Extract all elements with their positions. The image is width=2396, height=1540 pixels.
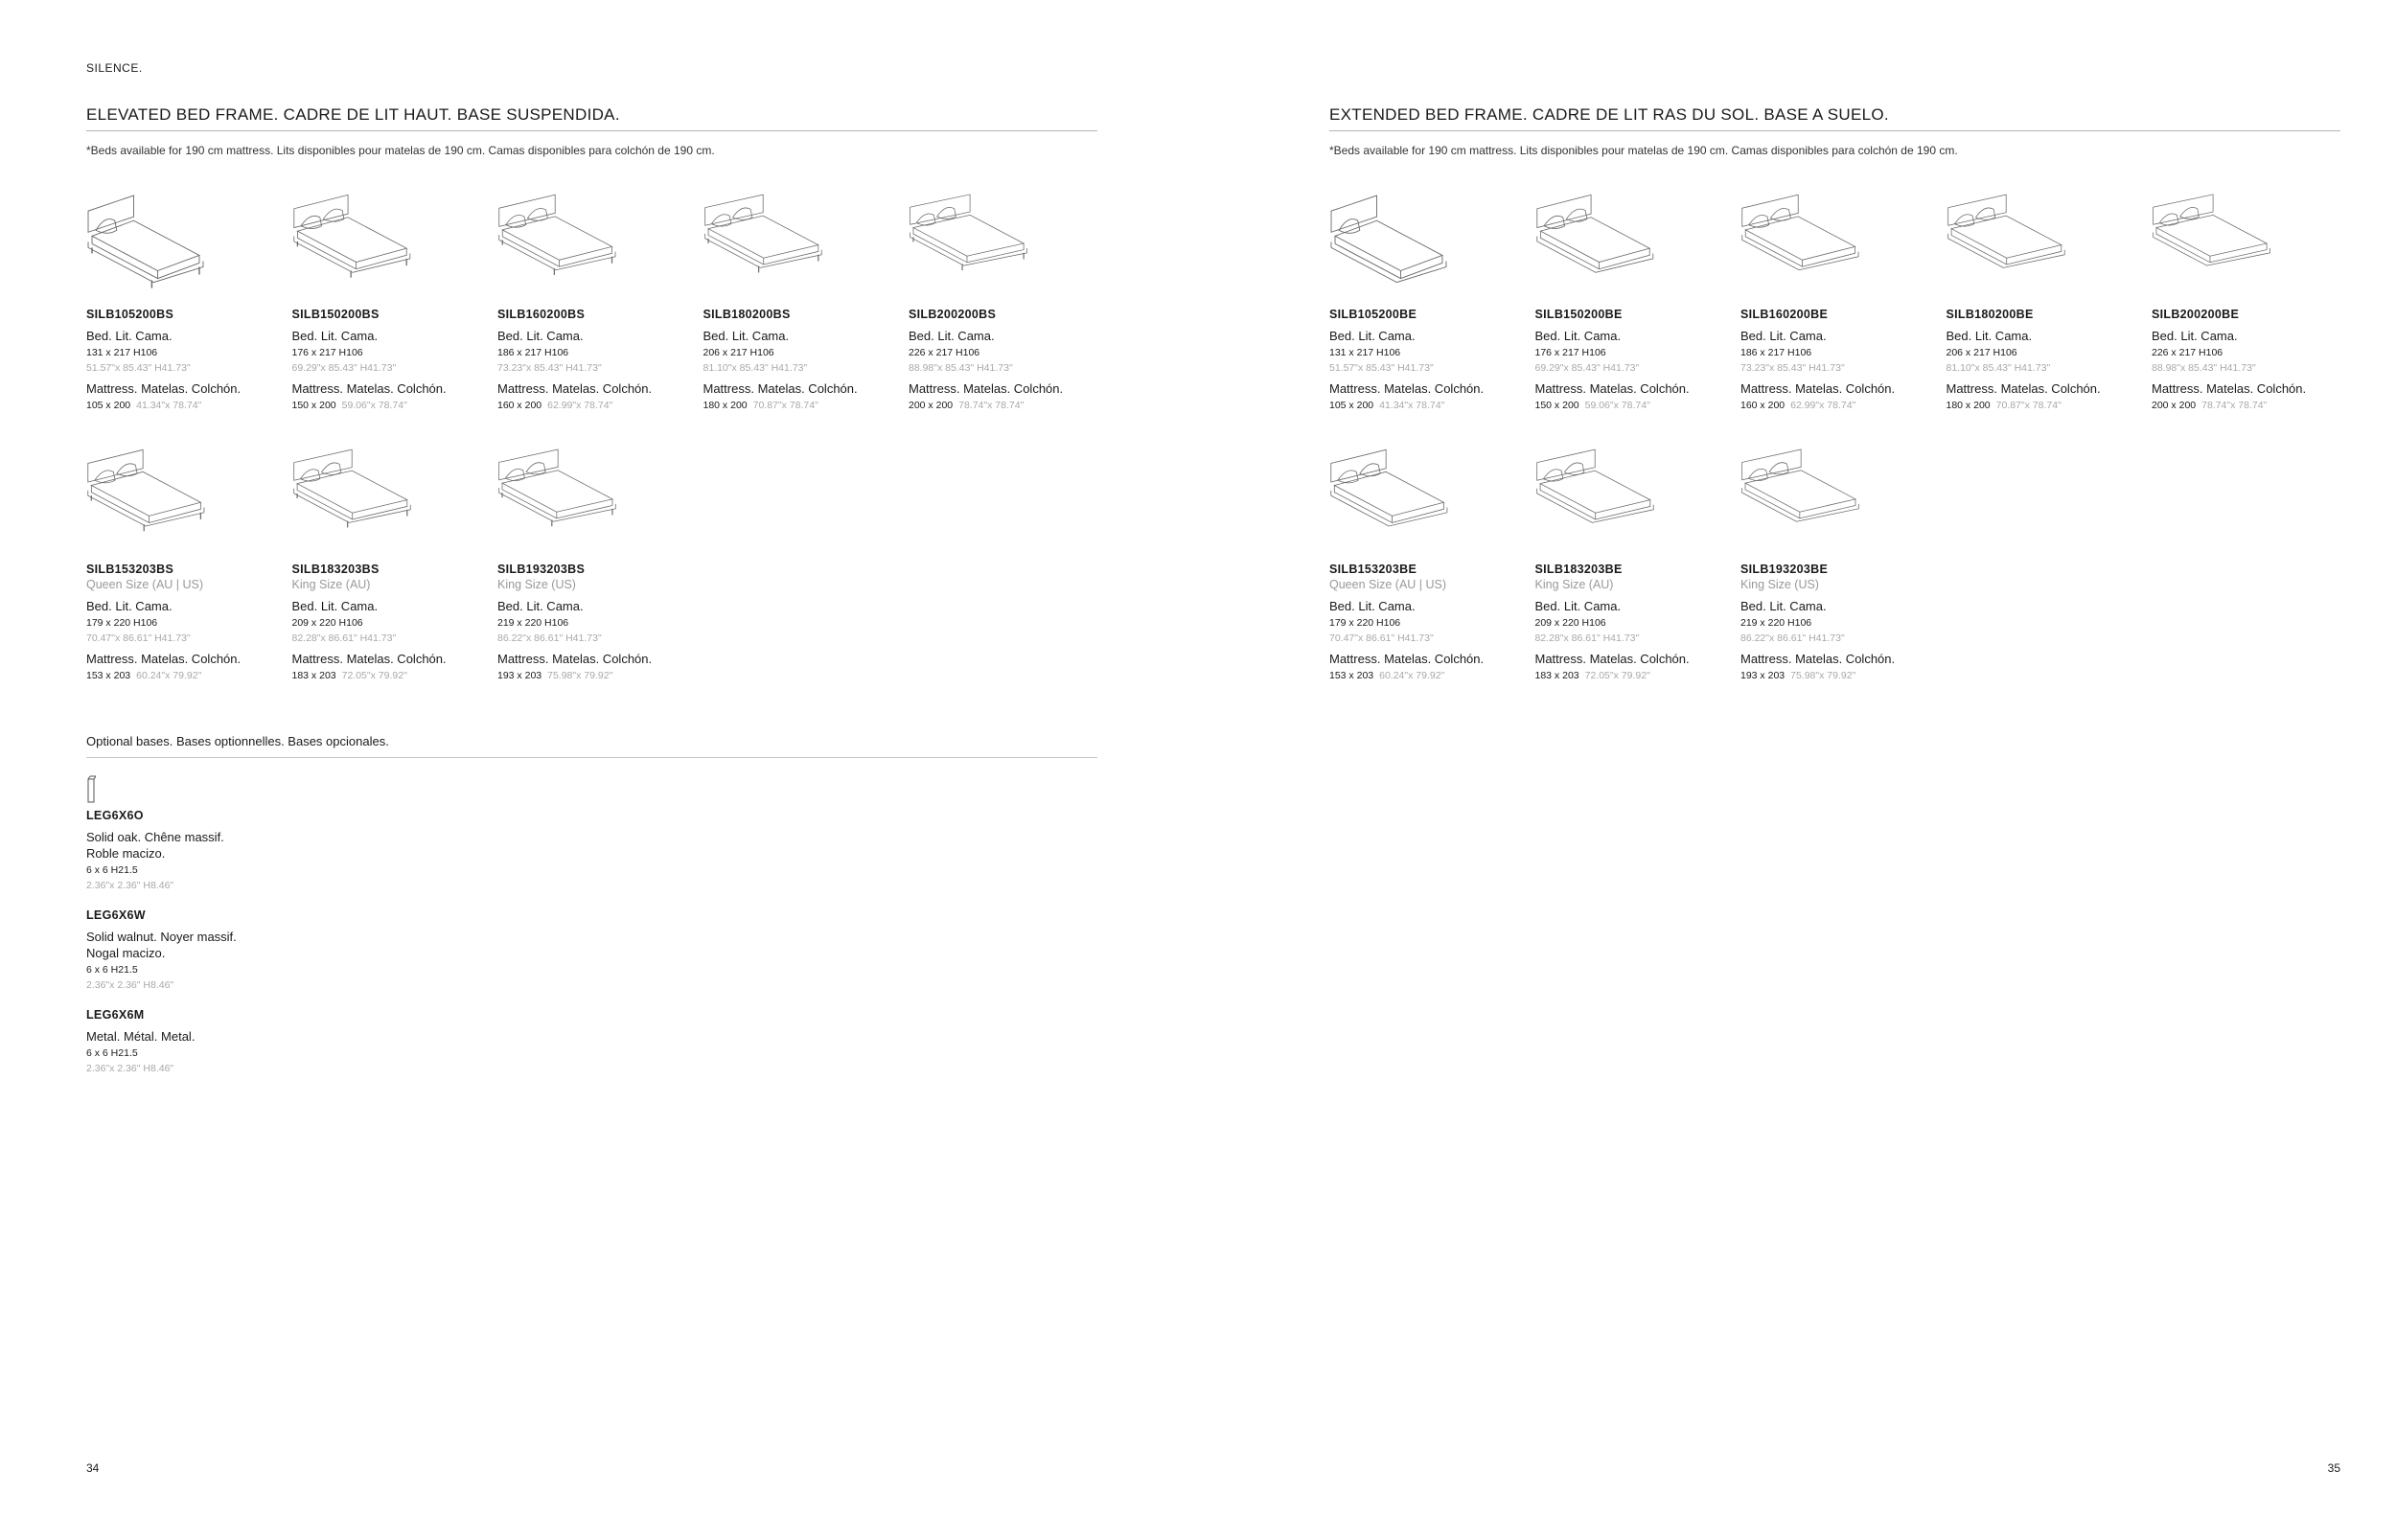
bed-label: Bed. Lit. Cama. xyxy=(703,329,790,343)
bed-illustration xyxy=(292,190,417,300)
mattress-label: Mattress. Matelas. Colchón. xyxy=(703,381,858,396)
optional-bases-title: Optional bases. Bases optionnelles. Bases opcionales. xyxy=(86,734,389,748)
product-code: SILB105200BE xyxy=(1329,308,1417,321)
product-code: SILB183203BS xyxy=(291,563,380,576)
product-code: SILB193203BE xyxy=(1740,563,1829,576)
bed-label: Bed. Lit. Cama. xyxy=(1946,329,2033,343)
bed-dim-mm: 226 x 217 H106 xyxy=(2152,347,2223,358)
product-code: SILB105200BS xyxy=(86,308,174,321)
bed-label: Bed. Lit. Cama. xyxy=(497,599,584,613)
bed-label: Bed. Lit. Cama. xyxy=(1329,329,1416,343)
mattress-dims xyxy=(703,399,905,412)
bed-illustration xyxy=(909,190,1033,300)
leg-dim-in: 2.36"x 2.36" H8.46" xyxy=(86,1063,174,1074)
mattress-dim-mm: 200 x 200 xyxy=(909,400,954,411)
mattress-dim-mm: 160 x 200 xyxy=(1740,400,1785,411)
product-code: SILB150200BS xyxy=(291,308,380,321)
size-label: King Size (US) xyxy=(497,578,576,591)
bed-dim-in: 69.29"x 85.43" H41.73" xyxy=(291,362,397,374)
mattress-dims xyxy=(1535,669,1737,682)
size-label: Queen Size (AU | US) xyxy=(1329,578,1447,591)
bed-illustration xyxy=(497,445,622,555)
bed-illustration xyxy=(86,190,211,300)
bed-dim-in: 86.22"x 86.61" H41.73" xyxy=(497,632,602,644)
bed-dim-mm: 131 x 217 H106 xyxy=(1329,347,1401,358)
mattress-dim-mm: 150 x 200 xyxy=(291,400,336,411)
bed-illustration xyxy=(1947,190,2071,300)
mattress-dim-mm: 183 x 203 xyxy=(291,670,336,681)
brand-name: SILENCE. xyxy=(86,61,143,75)
mattress-dim-in: 59.06"x 78.74" xyxy=(1584,400,1650,411)
mattress-dim-in: 70.87"x 78.74" xyxy=(1995,400,2062,411)
bed-dim-in: 70.47"x 86.61" H41.73" xyxy=(1329,632,1434,644)
mattress-dim-mm: 105 x 200 xyxy=(86,400,131,411)
bed-label: Bed. Lit. Cama. xyxy=(909,329,995,343)
leg-label: Solid oak. Chêne massif. xyxy=(86,830,224,844)
mattress-dims xyxy=(497,399,699,412)
mattress-label: Mattress. Matelas. Colchón. xyxy=(86,381,242,396)
page-number: 34 xyxy=(86,1461,100,1475)
bed-dim-in: 81.10"x 85.43" H41.73" xyxy=(703,362,808,374)
mattress-dim-in: 60.24"x 79.92" xyxy=(1379,670,1445,681)
divider xyxy=(86,757,1097,758)
bed-dim-mm: 219 x 220 H106 xyxy=(497,617,569,629)
bed-label: Bed. Lit. Cama. xyxy=(2152,329,2238,343)
bed-dim-mm: 209 x 220 H106 xyxy=(291,617,363,629)
bed-dim-in: 73.23"x 85.43" H41.73" xyxy=(1740,362,1845,374)
mattress-dims xyxy=(1947,399,2148,412)
bed-dim-in: 86.22"x 86.61" H41.73" xyxy=(1740,632,1845,644)
mattress-dims xyxy=(1535,399,1737,412)
bed-dim-mm: 179 x 220 H106 xyxy=(86,617,158,629)
mattress-dims xyxy=(1740,669,1942,682)
bed-illustration xyxy=(497,190,622,300)
leg-dim-mm: 6 x 6 H21.5 xyxy=(86,1047,138,1059)
mattress-label: Mattress. Matelas. Colchón. xyxy=(909,381,1064,396)
size-label: King Size (AU) xyxy=(1534,578,1614,591)
size-label: King Size (AU) xyxy=(291,578,371,591)
bed-dim-in: 81.10"x 85.43" H41.73" xyxy=(1946,362,2051,374)
section-title: EXTENDED BED FRAME. CADRE DE LIT RAS DU SOL. BASE A SUELO. xyxy=(1329,105,1889,124)
bed-dim-mm: 179 x 220 H106 xyxy=(1329,617,1401,629)
leg-code: LEG6X6W xyxy=(86,908,146,922)
leg-item xyxy=(86,808,335,892)
mattress-dim-in: 72.05"x 79.92" xyxy=(1584,670,1650,681)
divider xyxy=(1329,130,2340,131)
bed-label: Bed. Lit. Cama. xyxy=(1534,329,1622,343)
bed-dim-in: 82.28"x 86.61" H41.73" xyxy=(291,632,397,644)
mattress-dim-in: 78.74"x 78.74" xyxy=(958,400,1025,411)
page-number: 35 xyxy=(2327,1461,2340,1475)
section-title: ELEVATED BED FRAME. CADRE DE LIT HAUT. BASE SUSPENDIDA. xyxy=(86,105,620,124)
mattress-dim-in: 60.24"x 79.92" xyxy=(136,670,202,681)
mattress-dims xyxy=(2152,399,2353,412)
bed-illustration xyxy=(703,190,828,300)
mattress-label: Mattress. Matelas. Colchón. xyxy=(1534,652,1690,666)
bed-dim-in: 70.47"x 86.61" H41.73" xyxy=(86,632,191,644)
bed-dim-mm: 131 x 217 H106 xyxy=(86,347,158,358)
mattress-dim-in: 41.34"x 78.74" xyxy=(136,400,202,411)
section-note: *Beds available for 190 cm mattress. Lits disponibles pour matelas de 190 cm. Camas disponibles para colchón de 190 cm. xyxy=(1329,144,1958,157)
product-code: SILB180200BS xyxy=(703,308,791,321)
product-code: SILB183203BE xyxy=(1534,563,1623,576)
leg-icon xyxy=(86,774,96,803)
bed-label: Bed. Lit. Cama. xyxy=(86,329,173,343)
mattress-dims xyxy=(86,399,288,412)
leg-dim-mm: 6 x 6 H21.5 xyxy=(86,964,138,976)
mattress-dim-in: 41.34"x 78.74" xyxy=(1379,400,1445,411)
bed-label: Bed. Lit. Cama. xyxy=(1740,329,1827,343)
leg-item xyxy=(86,908,335,992)
bed-label: Bed. Lit. Cama. xyxy=(1534,599,1622,613)
bed-dim-in: 82.28"x 86.61" H41.73" xyxy=(1534,632,1640,644)
product-code: SILB200200BE xyxy=(2152,308,2240,321)
bed-dim-in: 69.29"x 85.43" H41.73" xyxy=(1534,362,1640,374)
mattress-dims xyxy=(86,669,288,682)
mattress-label: Mattress. Matelas. Colchón. xyxy=(497,381,653,396)
product-code: SILB153203BE xyxy=(1329,563,1417,576)
product-code: SILB180200BE xyxy=(1946,308,2034,321)
mattress-dim-mm: 150 x 200 xyxy=(1534,400,1579,411)
mattress-dims xyxy=(1740,399,1942,412)
mattress-dim-in: 78.74"x 78.74" xyxy=(2201,400,2268,411)
mattress-dim-mm: 160 x 200 xyxy=(497,400,542,411)
bed-label: Bed. Lit. Cama. xyxy=(1740,599,1827,613)
leg-label: Nogal macizo. xyxy=(86,946,166,960)
mattress-label: Mattress. Matelas. Colchón. xyxy=(497,652,653,666)
mattress-dim-in: 62.99"x 78.74" xyxy=(1790,400,1856,411)
bed-dim-in: 88.98"x 85.43" H41.73" xyxy=(909,362,1013,374)
bed-dim-mm: 226 x 217 H106 xyxy=(909,347,980,358)
mattress-dim-mm: 180 x 200 xyxy=(703,400,748,411)
size-label: King Size (US) xyxy=(1740,578,1819,591)
mattress-dim-mm: 180 x 200 xyxy=(1946,400,1991,411)
product-code: SILB200200BS xyxy=(909,308,997,321)
product-code: SILB153203BS xyxy=(86,563,174,576)
bed-illustration xyxy=(1535,445,1660,555)
bed-dim-mm: 176 x 217 H106 xyxy=(1534,347,1606,358)
mattress-label: Mattress. Matelas. Colchón. xyxy=(1329,652,1485,666)
mattress-dim-in: 75.98"x 79.92" xyxy=(1790,670,1856,681)
bed-illustration xyxy=(1329,445,1454,555)
mattress-dim-in: 59.06"x 78.74" xyxy=(341,400,407,411)
section-note: *Beds available for 190 cm mattress. Lits disponibles pour matelas de 190 cm. Camas disponibles para colchón de 190 cm. xyxy=(86,144,715,157)
bed-dim-mm: 186 x 217 H106 xyxy=(1740,347,1812,358)
leg-code: LEG6X6M xyxy=(86,1008,145,1022)
leg-dim-in: 2.36"x 2.36" H8.46" xyxy=(86,880,174,891)
bed-label: Bed. Lit. Cama. xyxy=(291,599,379,613)
divider xyxy=(86,130,1097,131)
mattress-dim-in: 72.05"x 79.92" xyxy=(341,670,407,681)
mattress-label: Mattress. Matelas. Colchón. xyxy=(1946,381,2101,396)
bed-dim-mm: 206 x 217 H106 xyxy=(1946,347,2017,358)
mattress-dim-mm: 200 x 200 xyxy=(2152,400,2197,411)
bed-illustration xyxy=(1329,190,1454,300)
bed-label: Bed. Lit. Cama. xyxy=(291,329,379,343)
product-code: SILB193203BS xyxy=(497,563,586,576)
page-right xyxy=(1329,0,2340,1540)
bed-illustration xyxy=(86,445,211,555)
leg-dim-in: 2.36"x 2.36" H8.46" xyxy=(86,979,174,991)
leg-item xyxy=(86,1007,335,1075)
mattress-label: Mattress. Matelas. Colchón. xyxy=(86,652,242,666)
bed-illustration xyxy=(1535,190,1660,300)
bed-dim-mm: 209 x 220 H106 xyxy=(1534,617,1606,629)
bed-label: Bed. Lit. Cama. xyxy=(86,599,173,613)
mattress-label: Mattress. Matelas. Colchón. xyxy=(291,381,447,396)
bed-dim-mm: 176 x 217 H106 xyxy=(291,347,363,358)
mattress-label: Mattress. Matelas. Colchón. xyxy=(1740,652,1896,666)
mattress-dims xyxy=(1329,399,1531,412)
mattress-dims xyxy=(497,669,699,682)
bed-illustration xyxy=(1740,445,1865,555)
mattress-dim-in: 62.99"x 78.74" xyxy=(547,400,613,411)
mattress-dim-mm: 193 x 203 xyxy=(1740,670,1785,681)
mattress-label: Mattress. Matelas. Colchón. xyxy=(1534,381,1690,396)
bed-label: Bed. Lit. Cama. xyxy=(497,329,584,343)
bed-dim-mm: 206 x 217 H106 xyxy=(703,347,774,358)
mattress-dims xyxy=(292,669,494,682)
page-left xyxy=(86,0,1097,1540)
product-code: SILB150200BE xyxy=(1534,308,1623,321)
mattress-dim-mm: 193 x 203 xyxy=(497,670,542,681)
mattress-dim-mm: 153 x 203 xyxy=(86,670,131,681)
leg-label: Roble macizo. xyxy=(86,846,166,861)
bed-dim-in: 51.57"x 85.43" H41.73" xyxy=(86,362,191,374)
leg-dim-mm: 6 x 6 H21.5 xyxy=(86,864,138,876)
leg-code: LEG6X6O xyxy=(86,809,144,822)
mattress-dim-in: 75.98"x 79.92" xyxy=(547,670,613,681)
bed-dim-mm: 219 x 220 H106 xyxy=(1740,617,1812,629)
bed-illustration xyxy=(1740,190,1865,300)
leg-label: Solid walnut. Noyer massif. xyxy=(86,930,237,944)
leg-label: Metal. Métal. Metal. xyxy=(86,1029,196,1044)
size-label: Queen Size (AU | US) xyxy=(86,578,204,591)
bed-dim-in: 73.23"x 85.43" H41.73" xyxy=(497,362,602,374)
bed-dim-in: 88.98"x 85.43" H41.73" xyxy=(2152,362,2256,374)
bed-dim-mm: 186 x 217 H106 xyxy=(497,347,569,358)
mattress-label: Mattress. Matelas. Colchón. xyxy=(291,652,447,666)
mattress-dims xyxy=(1329,669,1531,682)
mattress-dim-mm: 153 x 203 xyxy=(1329,670,1374,681)
mattress-dim-mm: 183 x 203 xyxy=(1534,670,1579,681)
mattress-dim-in: 70.87"x 78.74" xyxy=(752,400,818,411)
product-code: SILB160200BS xyxy=(497,308,586,321)
product-code: SILB160200BE xyxy=(1740,308,1829,321)
mattress-dims xyxy=(292,399,494,412)
mattress-dim-mm: 105 x 200 xyxy=(1329,400,1374,411)
bed-dim-in: 51.57"x 85.43" H41.73" xyxy=(1329,362,1434,374)
mattress-label: Mattress. Matelas. Colchón. xyxy=(2152,381,2307,396)
bed-illustration xyxy=(292,445,417,555)
mattress-dims xyxy=(909,399,1110,412)
bed-illustration xyxy=(2152,190,2276,300)
mattress-label: Mattress. Matelas. Colchón. xyxy=(1329,381,1485,396)
mattress-label: Mattress. Matelas. Colchón. xyxy=(1740,381,1896,396)
bed-label: Bed. Lit. Cama. xyxy=(1329,599,1416,613)
